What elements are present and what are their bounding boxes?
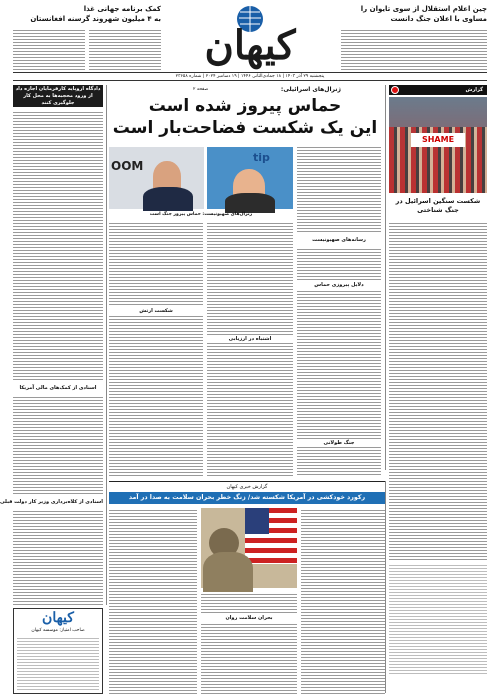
bottom-story bbox=[109, 484, 385, 696]
red-badge-icon bbox=[391, 86, 399, 94]
divider bbox=[109, 481, 385, 482]
feature-title: شکست سنگین اسرائیل در جنگ شناختی bbox=[395, 197, 481, 214]
subhead-3: اشتباه در ارزیابی bbox=[207, 335, 293, 343]
right-column bbox=[389, 85, 487, 675]
main-body-col-3 bbox=[109, 221, 203, 477]
main-headline-2: این یک شکست فضاحت‌بار است bbox=[112, 118, 378, 138]
bottom-subhead: بحران سلامت روان bbox=[201, 614, 297, 622]
photo-banner: SHAME bbox=[411, 133, 465, 147]
date-bar bbox=[13, 72, 487, 81]
main-lead-subhead: رسانه‌های صهیونیست bbox=[312, 237, 366, 243]
main-headline-1: حماس پیروز شده است bbox=[148, 96, 342, 116]
main-lead-text bbox=[297, 145, 381, 233]
left-story3-title: اسنادی از کلاه‌برداری وزیر کار دولت قبلی bbox=[0, 499, 103, 505]
divider bbox=[385, 481, 386, 693]
main-page-label: صفحه ۲ bbox=[193, 87, 209, 92]
left-story2-title: اسنادی از کمک‌های مالی آمریکا bbox=[19, 385, 97, 391]
footer-details bbox=[17, 636, 99, 691]
left-headline-line2: به ۴ میلیون شهروند گرسنه افغانستان bbox=[30, 15, 161, 23]
right-top-text bbox=[341, 28, 487, 70]
bottom-body-col-2 bbox=[201, 592, 297, 696]
left-headline-line1: کمک برنامه جهانی غذا bbox=[83, 5, 161, 13]
photo-right bbox=[207, 147, 293, 209]
photo-left-tag: OOM bbox=[111, 159, 144, 173]
protest-photo bbox=[389, 97, 487, 193]
footer-info: صاحب امتیاز: موسسه کیهان bbox=[31, 628, 85, 633]
subhead-4: شکست ارتش bbox=[109, 307, 203, 315]
bottom-body-col-3 bbox=[109, 508, 197, 696]
main-body-col-2 bbox=[207, 221, 293, 477]
left-story1-body bbox=[13, 110, 103, 382]
main-kicker: ژنرال‌های اسرائیلی: bbox=[280, 86, 341, 93]
divider bbox=[106, 85, 107, 605]
bottom-headline: رکورد خودکشی در آمریکا شکسته شد/ زنگ خطر بحران سلامت به صدا در آمد bbox=[128, 494, 366, 501]
subhead-2: دلایل پیروزی حماس bbox=[297, 281, 381, 289]
footer-logo: کیهان bbox=[42, 610, 74, 626]
left-story1-title-box bbox=[13, 85, 103, 107]
subhead-5: جنگ طولانی bbox=[297, 439, 381, 447]
feature-body-end bbox=[389, 563, 487, 675]
left-story2-body bbox=[13, 395, 103, 495]
left-story1-title: دادگاه اروپایه کارفرمایان اجازه داد از ورود محجبه‌ها به محل کار جلوگیری کنند bbox=[15, 86, 101, 106]
main-story bbox=[109, 85, 381, 480]
photo-right-tag: tip bbox=[253, 151, 270, 164]
feature-label-bar bbox=[389, 85, 487, 95]
right-headline-line1: چین اعلام استقلال از سوی تایوان را bbox=[360, 5, 487, 13]
footer-box bbox=[13, 608, 103, 694]
photo-left bbox=[109, 147, 204, 209]
flag-soldier-photo bbox=[201, 508, 297, 588]
bottom-body-col-1 bbox=[301, 508, 385, 696]
logo-text: کیهان bbox=[204, 22, 296, 69]
feature-label: گزارش bbox=[465, 87, 483, 93]
left-column bbox=[0, 85, 103, 605]
date-bar-text: پنجشنبه ۲۹ آذر ۱۴۰۳ | ۱۸ جمادی‌الثانی ۱۴۴۶ | ۱۹ دسامبر ۲۰۲۴ | شماره ۲۳۶۵۸ bbox=[175, 74, 325, 79]
feature-body bbox=[389, 221, 487, 561]
right-headline-line2: مساوی با اعلان جنگ دانست bbox=[390, 15, 487, 23]
masthead bbox=[9, 0, 491, 78]
left-top-text-b bbox=[13, 28, 85, 70]
right-top-headline bbox=[341, 4, 487, 26]
photo-caption: ژنرال‌های صهیونیست: حماس پیروز جنگ است bbox=[149, 212, 253, 217]
logo bbox=[177, 6, 323, 70]
divider bbox=[385, 85, 386, 470]
left-top-text-a bbox=[89, 28, 161, 70]
left-story3-body bbox=[13, 509, 103, 605]
bottom-kicker: گزارش خبری کیهان bbox=[226, 484, 268, 490]
left-top-headline bbox=[13, 4, 161, 26]
bottom-headline-bar bbox=[109, 492, 385, 504]
